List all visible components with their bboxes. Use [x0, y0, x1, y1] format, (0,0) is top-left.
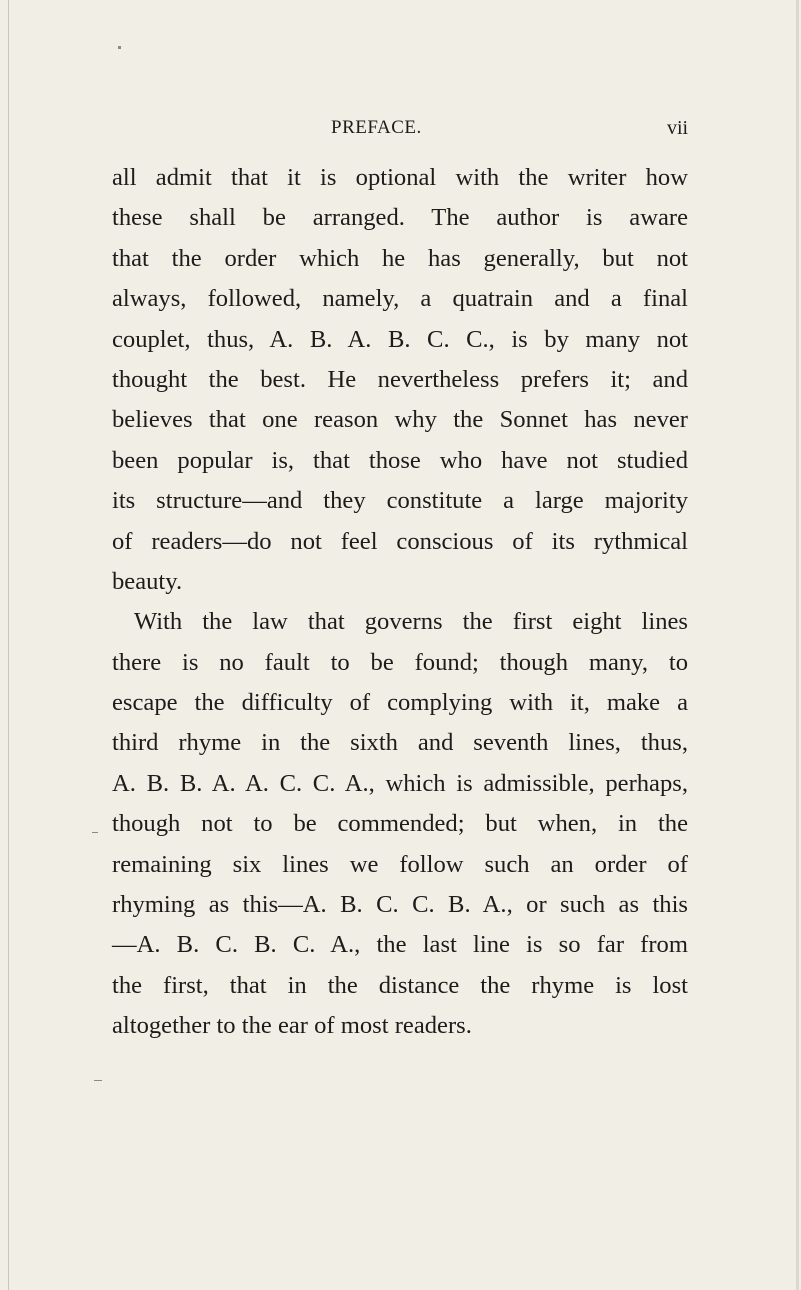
text-line: A. B. B. A. A. C. C. A., which is admissible, perhaps, — [112, 769, 688, 797]
text-line: its structure—and they constitute a large majority — [112, 487, 688, 515]
text-line: rhyming as this—A. B. C. C. B. A., or such as this — [112, 891, 688, 919]
text-line: the first, that in the distance the rhyme is lost — [112, 971, 688, 999]
text-line: there is no fault to be found; though many, to — [112, 648, 688, 676]
paper-speck — [92, 832, 98, 833]
page-header — [0, 116, 801, 140]
paper-speck — [118, 46, 121, 49]
body-text — [112, 158, 688, 1047]
text-line: remaining six lines we follow such an order of — [112, 850, 688, 878]
text-line: been popular is, that those who have not studied — [112, 446, 688, 474]
text-line: third rhyme in the sixth and seventh lines, thus, — [112, 729, 688, 757]
text-line: With the law that governs the first eight lines — [134, 608, 688, 636]
text-line: that the order which he has generally, but not — [112, 244, 688, 272]
page-right-edge — [796, 0, 799, 1290]
text-line: all admit that it is optional with the writer how — [112, 164, 688, 191]
text-line: believes that one reason why the Sonnet has never — [112, 406, 688, 434]
text-line: altogether to the ear of most readers. — [112, 1012, 472, 1040]
text-line: couplet, thus, A. B. A. B. C. C., is by many not — [112, 325, 688, 353]
text-line: though not to be commended; but when, in the — [112, 810, 688, 838]
paper-speck — [94, 1080, 102, 1081]
text-line: escape the difficulty of complying with it, make a — [112, 689, 688, 717]
page-number: vii — [667, 117, 689, 139]
running-head: PREFACE. — [331, 117, 422, 138]
page-left-edge — [8, 0, 9, 1290]
text-line: these shall be arranged. The author is aware — [112, 204, 688, 232]
text-line: of readers—do not feel conscious of its rythmical — [112, 527, 688, 555]
text-line: thought the best. He nevertheless prefers it; and — [112, 365, 688, 393]
text-line: always, followed, namely, a quatrain and a final — [112, 285, 688, 313]
text-line: beauty. — [112, 567, 183, 595]
text-line: —A. B. C. B. C. A., the last line is so far from — [112, 931, 688, 959]
